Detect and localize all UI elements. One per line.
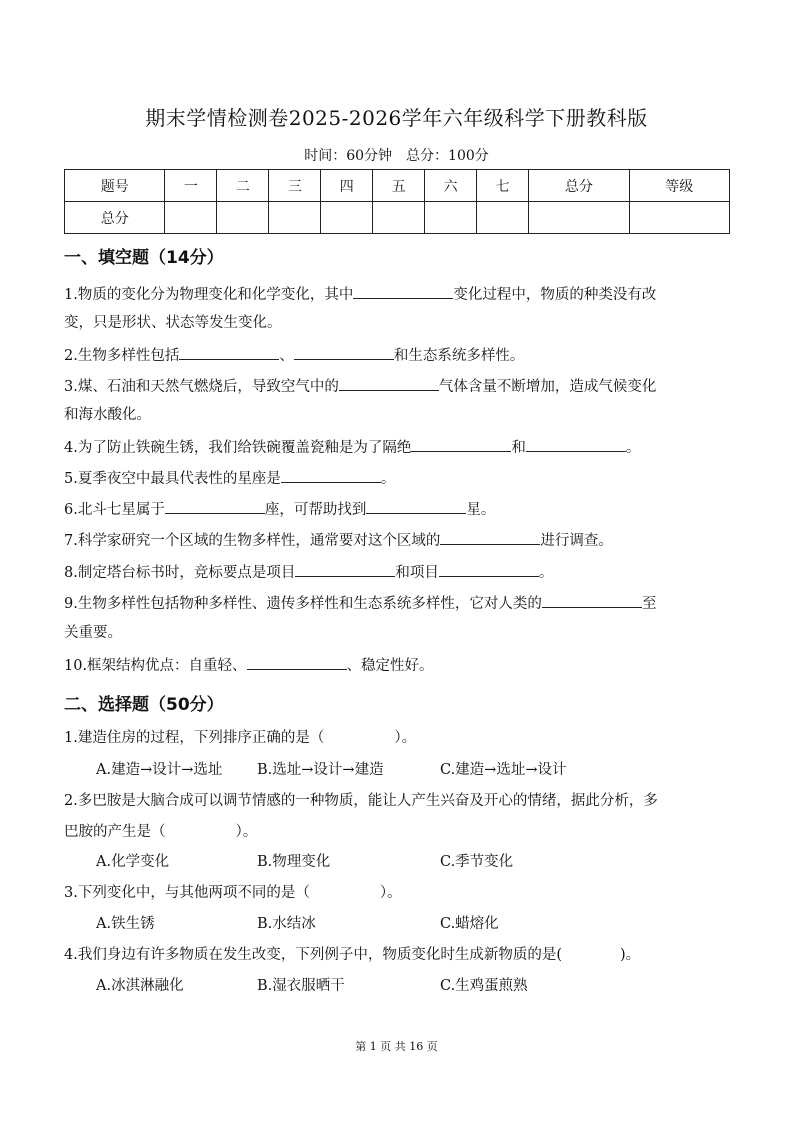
question-text: 、 (279, 348, 294, 364)
score-entry-cell[interactable] (477, 202, 529, 234)
answer-blank[interactable] (439, 561, 539, 577)
table-row (65, 170, 730, 202)
question-text: 进行调查。 (540, 533, 613, 549)
answer-blank[interactable] (366, 498, 466, 514)
question-text: 气体含量不断增加，造成气候变化 (438, 379, 657, 395)
table-cell: 总分 (65, 202, 165, 234)
question-line (64, 375, 732, 397)
question-text: 。 (538, 565, 554, 581)
question-text: 。 (380, 471, 396, 487)
question-line (64, 623, 732, 643)
section-heading: 一、填空题（14分） (64, 248, 224, 268)
question-line (64, 436, 732, 458)
answer-blank[interactable] (411, 436, 511, 452)
table-cell: 等级 (629, 170, 729, 202)
option-b[interactable]: B.水结冰 (257, 916, 316, 932)
answer-blank[interactable] (294, 344, 394, 360)
table-cell: 五 (373, 170, 425, 202)
score-entry-cell[interactable] (269, 202, 321, 234)
question-text: 3.煤、石油和天然气燃烧后，导致空气中的 (64, 379, 339, 395)
option-c[interactable]: C.生鸡蛋煎熟 (440, 978, 528, 994)
option-a[interactable]: A.冰淇淋融化 (96, 978, 184, 994)
answer-blank[interactable] (179, 344, 279, 360)
question-text: 关重要。 (64, 625, 122, 641)
question-text: 、稳定性好。 (346, 658, 434, 674)
question-text: 巴胺的产生是（ (64, 824, 166, 840)
question-text: 5.夏季夜空中最具代表性的星座是 (64, 471, 281, 487)
answer-blank[interactable] (440, 529, 540, 545)
question-line (64, 344, 732, 366)
question-text: 4.我们身边有许多物质在发生改变，下列例子中，物质变化时生成新物质的是( (64, 947, 562, 963)
answer-blank[interactable] (526, 436, 626, 452)
option-c[interactable]: C.建造→选址→设计 (440, 762, 567, 778)
question-line (64, 822, 732, 842)
section-heading: 二、选择题（50分） (64, 695, 224, 715)
question-text: 和项目 (395, 565, 439, 581)
question-line (64, 592, 732, 614)
option-c[interactable]: C.季节变化 (440, 854, 514, 870)
question-text: 4.为了防止铁碗生锈，我们给铁碗覆盖瓷釉是为了隔绝 (64, 440, 412, 456)
score-entry-cell[interactable] (529, 202, 629, 234)
question-text: ）。 (394, 730, 417, 746)
question-line (64, 467, 732, 489)
question-text: 和 (511, 440, 526, 456)
question-line (64, 529, 732, 551)
question-text: 2.生物多样性包括 (64, 348, 180, 364)
question-text: 2.多巴胺是大脑合成可以调节情感的一种物质，能让人产生兴奋及开心的情绪，据此分析，多 (64, 793, 658, 809)
score-entry-cell[interactable] (629, 202, 729, 234)
question-line (64, 561, 732, 583)
question-line (64, 498, 732, 520)
table-row (65, 202, 730, 234)
table-cell: 题号 (65, 170, 165, 202)
question-text: 8.制定塔台标书时，竞标要点是项目 (64, 565, 296, 581)
question-text: 7.科学家研究一个区域的生物多样性，通常要对这个区域的 (64, 533, 441, 549)
question-text: 。 (625, 440, 641, 456)
score-entry-cell[interactable] (217, 202, 269, 234)
table-cell: 一 (165, 170, 217, 202)
answer-blank[interactable] (295, 561, 395, 577)
table-cell: 总分 (529, 170, 629, 202)
option-b[interactable]: B.选址→设计→建造 (257, 762, 384, 778)
question-text: 变，只是形状、状态等发生变化。 (64, 315, 282, 331)
question-text: 和海水酸化。 (64, 407, 151, 423)
question-text: 至 (641, 596, 657, 612)
answer-blank[interactable] (542, 592, 642, 608)
question-text: 和生态系统多样性。 (393, 348, 525, 364)
question-line (64, 405, 732, 425)
table-cell: 七 (477, 170, 529, 202)
question-text: 1.建造住房的过程，下列排序正确的是（ (64, 730, 325, 746)
question-text: 3.下列变化中，与其他两项不同的是（ (64, 885, 310, 901)
question-line (64, 945, 732, 965)
option-b[interactable]: B.物理变化 (257, 854, 331, 870)
question-line (64, 283, 732, 305)
question-text: ）。 (235, 824, 258, 840)
option-a[interactable]: A.建造→设计→选址 (96, 762, 223, 778)
question-text: 变化过程中，物质的种类没有改 (453, 287, 657, 303)
question-line (64, 883, 732, 903)
table-cell: 二 (217, 170, 269, 202)
table-cell: 六 (425, 170, 477, 202)
question-text: 座，可帮助找到 (264, 502, 367, 518)
question-text: 1.物质的变化分为物理变化和化学变化，其中 (64, 287, 354, 303)
page-number: 第 1 页 共 16 页 (355, 1040, 438, 1053)
answer-blank[interactable] (339, 375, 439, 391)
question-text: 6.北斗七星属于 (64, 502, 165, 518)
question-text: 10.框架结构优点：自重轻、 (64, 658, 247, 674)
question-text: 星。 (466, 502, 496, 518)
exam-info: 时间：60分钟 总分：100分 (304, 148, 489, 164)
table-cell: 三 (269, 170, 321, 202)
option-c[interactable]: C.蜡熔化 (440, 916, 499, 932)
option-a[interactable]: A.铁生锈 (96, 916, 155, 932)
score-table (64, 169, 730, 234)
question-text: )。 (620, 947, 641, 963)
question-line (64, 791, 732, 811)
score-entry-cell[interactable] (321, 202, 373, 234)
score-entry-cell[interactable] (425, 202, 477, 234)
answer-blank[interactable] (165, 498, 265, 514)
answer-blank[interactable] (281, 467, 381, 483)
question-line (64, 654, 732, 676)
question-text: 9.生物多样性包括物种多样性、遗传多样性和生态系统多样性，它对人类的 (64, 596, 542, 612)
score-entry-cell[interactable] (165, 202, 217, 234)
answer-blank[interactable] (353, 283, 453, 299)
question-line (64, 313, 732, 333)
question-text: ）。 (379, 885, 402, 901)
table-cell: 四 (321, 170, 373, 202)
answer-blank[interactable] (247, 654, 347, 670)
option-a[interactable]: A.化学变化 (96, 854, 170, 870)
page-title: 期末学情检测卷2025-2026学年六年级科学下册教科版 (145, 106, 648, 130)
option-b[interactable]: B.湿衣服晒干 (257, 978, 345, 994)
question-line (64, 728, 732, 748)
score-entry-cell[interactable] (373, 202, 425, 234)
